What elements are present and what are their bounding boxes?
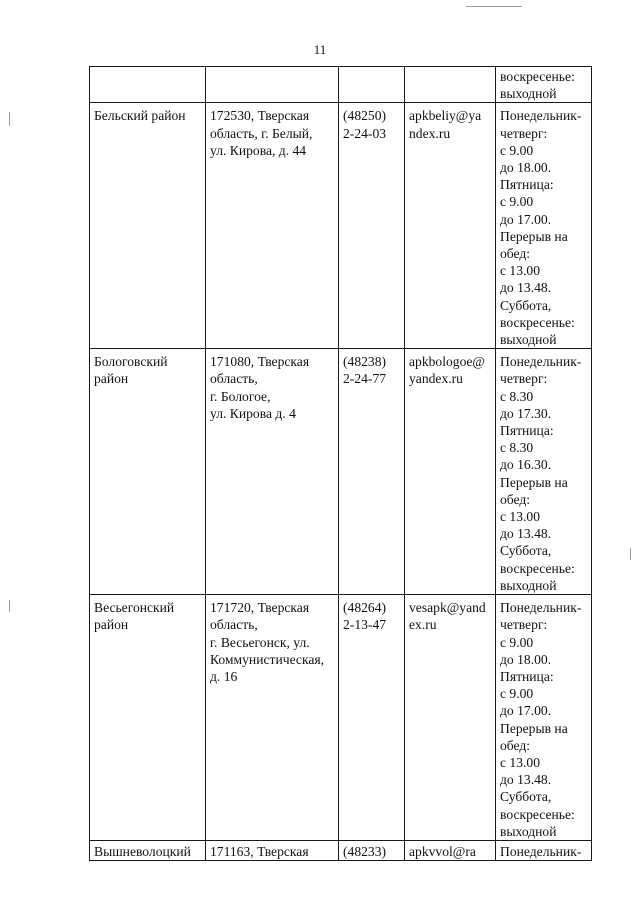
- hours-cell: Понедельник-: [496, 840, 592, 860]
- email-cell: apkvvol@ra: [405, 840, 496, 860]
- phone-cell: [339, 67, 405, 103]
- phone-cell: (48250) 2-24-03: [339, 103, 405, 349]
- address-cell: 172530, Тверская область, г. Белый, ул. Кирова, д. 44: [206, 103, 339, 349]
- email-cell: apkbologoe@ yandex.ru: [405, 349, 496, 595]
- address-cell: 171720, Тверская область, г. Весьегонск, ул. Коммунистическая, д. 16: [206, 595, 339, 841]
- scan-mark-left-1: [9, 112, 10, 126]
- table-row: [90, 840, 592, 860]
- hours-cell: Понедельник- четверг: с 9.00 до 18.00. Пятница: с 9.00 до 17.00. Перерыв на обед: с 13.00 до 13.48. Суббота, воскресенье: выходной: [496, 103, 592, 349]
- email-cell: vesapk@yand ex.ru: [405, 595, 496, 841]
- table-row: [90, 349, 592, 595]
- district-cell: [90, 67, 206, 103]
- email-cell: [405, 67, 496, 103]
- hours-cell: воскресенье: выходной: [496, 67, 592, 103]
- table-row: [90, 103, 592, 349]
- district-cell: Бельский район: [90, 103, 206, 349]
- phone-cell: (48238) 2-24-77: [339, 349, 405, 595]
- address-cell: 171080, Тверская область, г. Бологое, ул. Кирова д. 4: [206, 349, 339, 595]
- phone-cell: (48233): [339, 840, 405, 860]
- page-number: 11: [313, 42, 327, 57]
- address-cell: 171163, Тверская: [206, 840, 339, 860]
- scan-mark-right: [630, 548, 631, 560]
- office-schedule-table: [89, 66, 592, 861]
- address-cell: [206, 67, 339, 103]
- table-row: [90, 595, 592, 841]
- hours-cell: Понедельник- четверг: с 9.00 до 18.00. Пятница: с 9.00 до 17.00. Перерыв на обед: с 13.00 до 13.48. Суббота, воскресенье: выходной: [496, 595, 592, 841]
- phone-cell: (48264) 2-13-47: [339, 595, 405, 841]
- table-row: [90, 67, 592, 103]
- district-cell: Весьегонский район: [90, 595, 206, 841]
- hours-cell: Понедельник- четверг: с 8.30 до 17.30. Пятница: с 8.30 до 16.30. Перерыв на обед: с 13.00 до 13.48. Суббота, воскресенье: выходной: [496, 349, 592, 595]
- scan-mark-top: [466, 6, 522, 7]
- district-cell: Бологовский район: [90, 349, 206, 595]
- district-cell: Вышневолоцкий: [90, 840, 206, 860]
- scan-mark-left-2: [9, 600, 10, 612]
- email-cell: apkbeliy@ya ndex.ru: [405, 103, 496, 349]
